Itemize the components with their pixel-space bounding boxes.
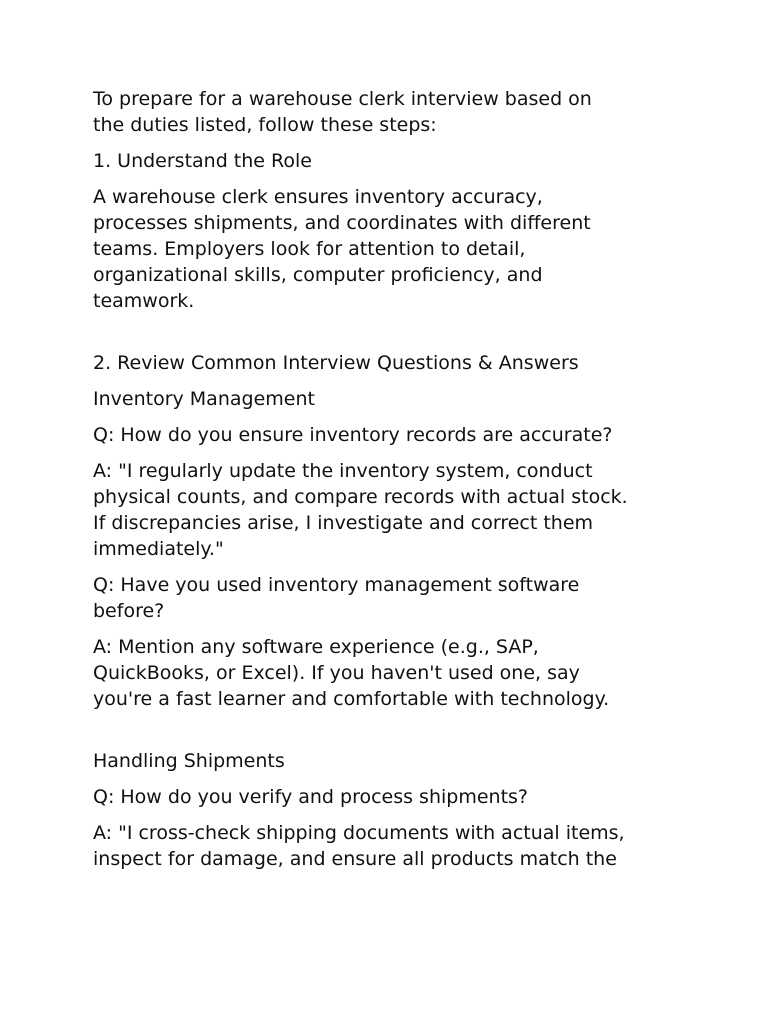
body-line: processes shipments, and coordinates with different	[93, 212, 591, 234]
inventory-subheading: Inventory Management	[93, 388, 315, 410]
answer-line: A: "I regularly update the inventory system, conduct	[93, 460, 593, 482]
section-2-heading: 2. Review Common Interview Questions & Answers	[93, 352, 579, 374]
answer-line: you're a fast learner and comfortable with technology.	[93, 688, 610, 710]
body-line: organizational skills, computer proficiency, and	[93, 264, 543, 286]
inventory-question-1	[93, 422, 693, 448]
section-1-body	[93, 184, 693, 314]
shipments-answer-1	[93, 820, 693, 872]
answer-line: A: Mention any software experience (e.g., SAP,	[93, 636, 539, 658]
question-line: Q: How do you verify and process shipments?	[93, 786, 529, 808]
shipments-question-1	[93, 784, 693, 810]
question-line: before?	[93, 600, 165, 622]
intro-paragraph	[93, 86, 693, 138]
answer-line: inspect for damage, and ensure all products match the	[93, 848, 617, 870]
answer-line: physical counts, and compare records with actual stock.	[93, 486, 628, 508]
inventory-question-2	[93, 572, 693, 624]
shipments-subheading: Handling Shipments	[93, 750, 285, 772]
inventory-answer-2	[93, 634, 693, 712]
section-1-heading: 1. Understand the Role	[93, 150, 312, 172]
answer-line: QuickBooks, or Excel). If you haven't used one, say	[93, 662, 580, 684]
intro-line: the duties listed, follow these steps:	[93, 114, 437, 136]
question-line: Q: Have you used inventory management software	[93, 574, 580, 596]
inventory-answer-1	[93, 458, 693, 562]
question-line: Q: How do you ensure inventory records are accurate?	[93, 424, 613, 446]
body-line: A warehouse clerk ensures inventory accuracy,	[93, 186, 543, 208]
answer-line: immediately."	[93, 538, 224, 560]
document-page	[93, 86, 693, 882]
body-line: teams. Employers look for attention to detail,	[93, 238, 526, 260]
answer-line: If discrepancies arise, I investigate and correct them	[93, 512, 594, 534]
intro-line: To prepare for a warehouse clerk interview based on	[93, 88, 592, 110]
body-line: teamwork.	[93, 290, 195, 312]
answer-line: A: "I cross-check shipping documents with actual items,	[93, 822, 625, 844]
